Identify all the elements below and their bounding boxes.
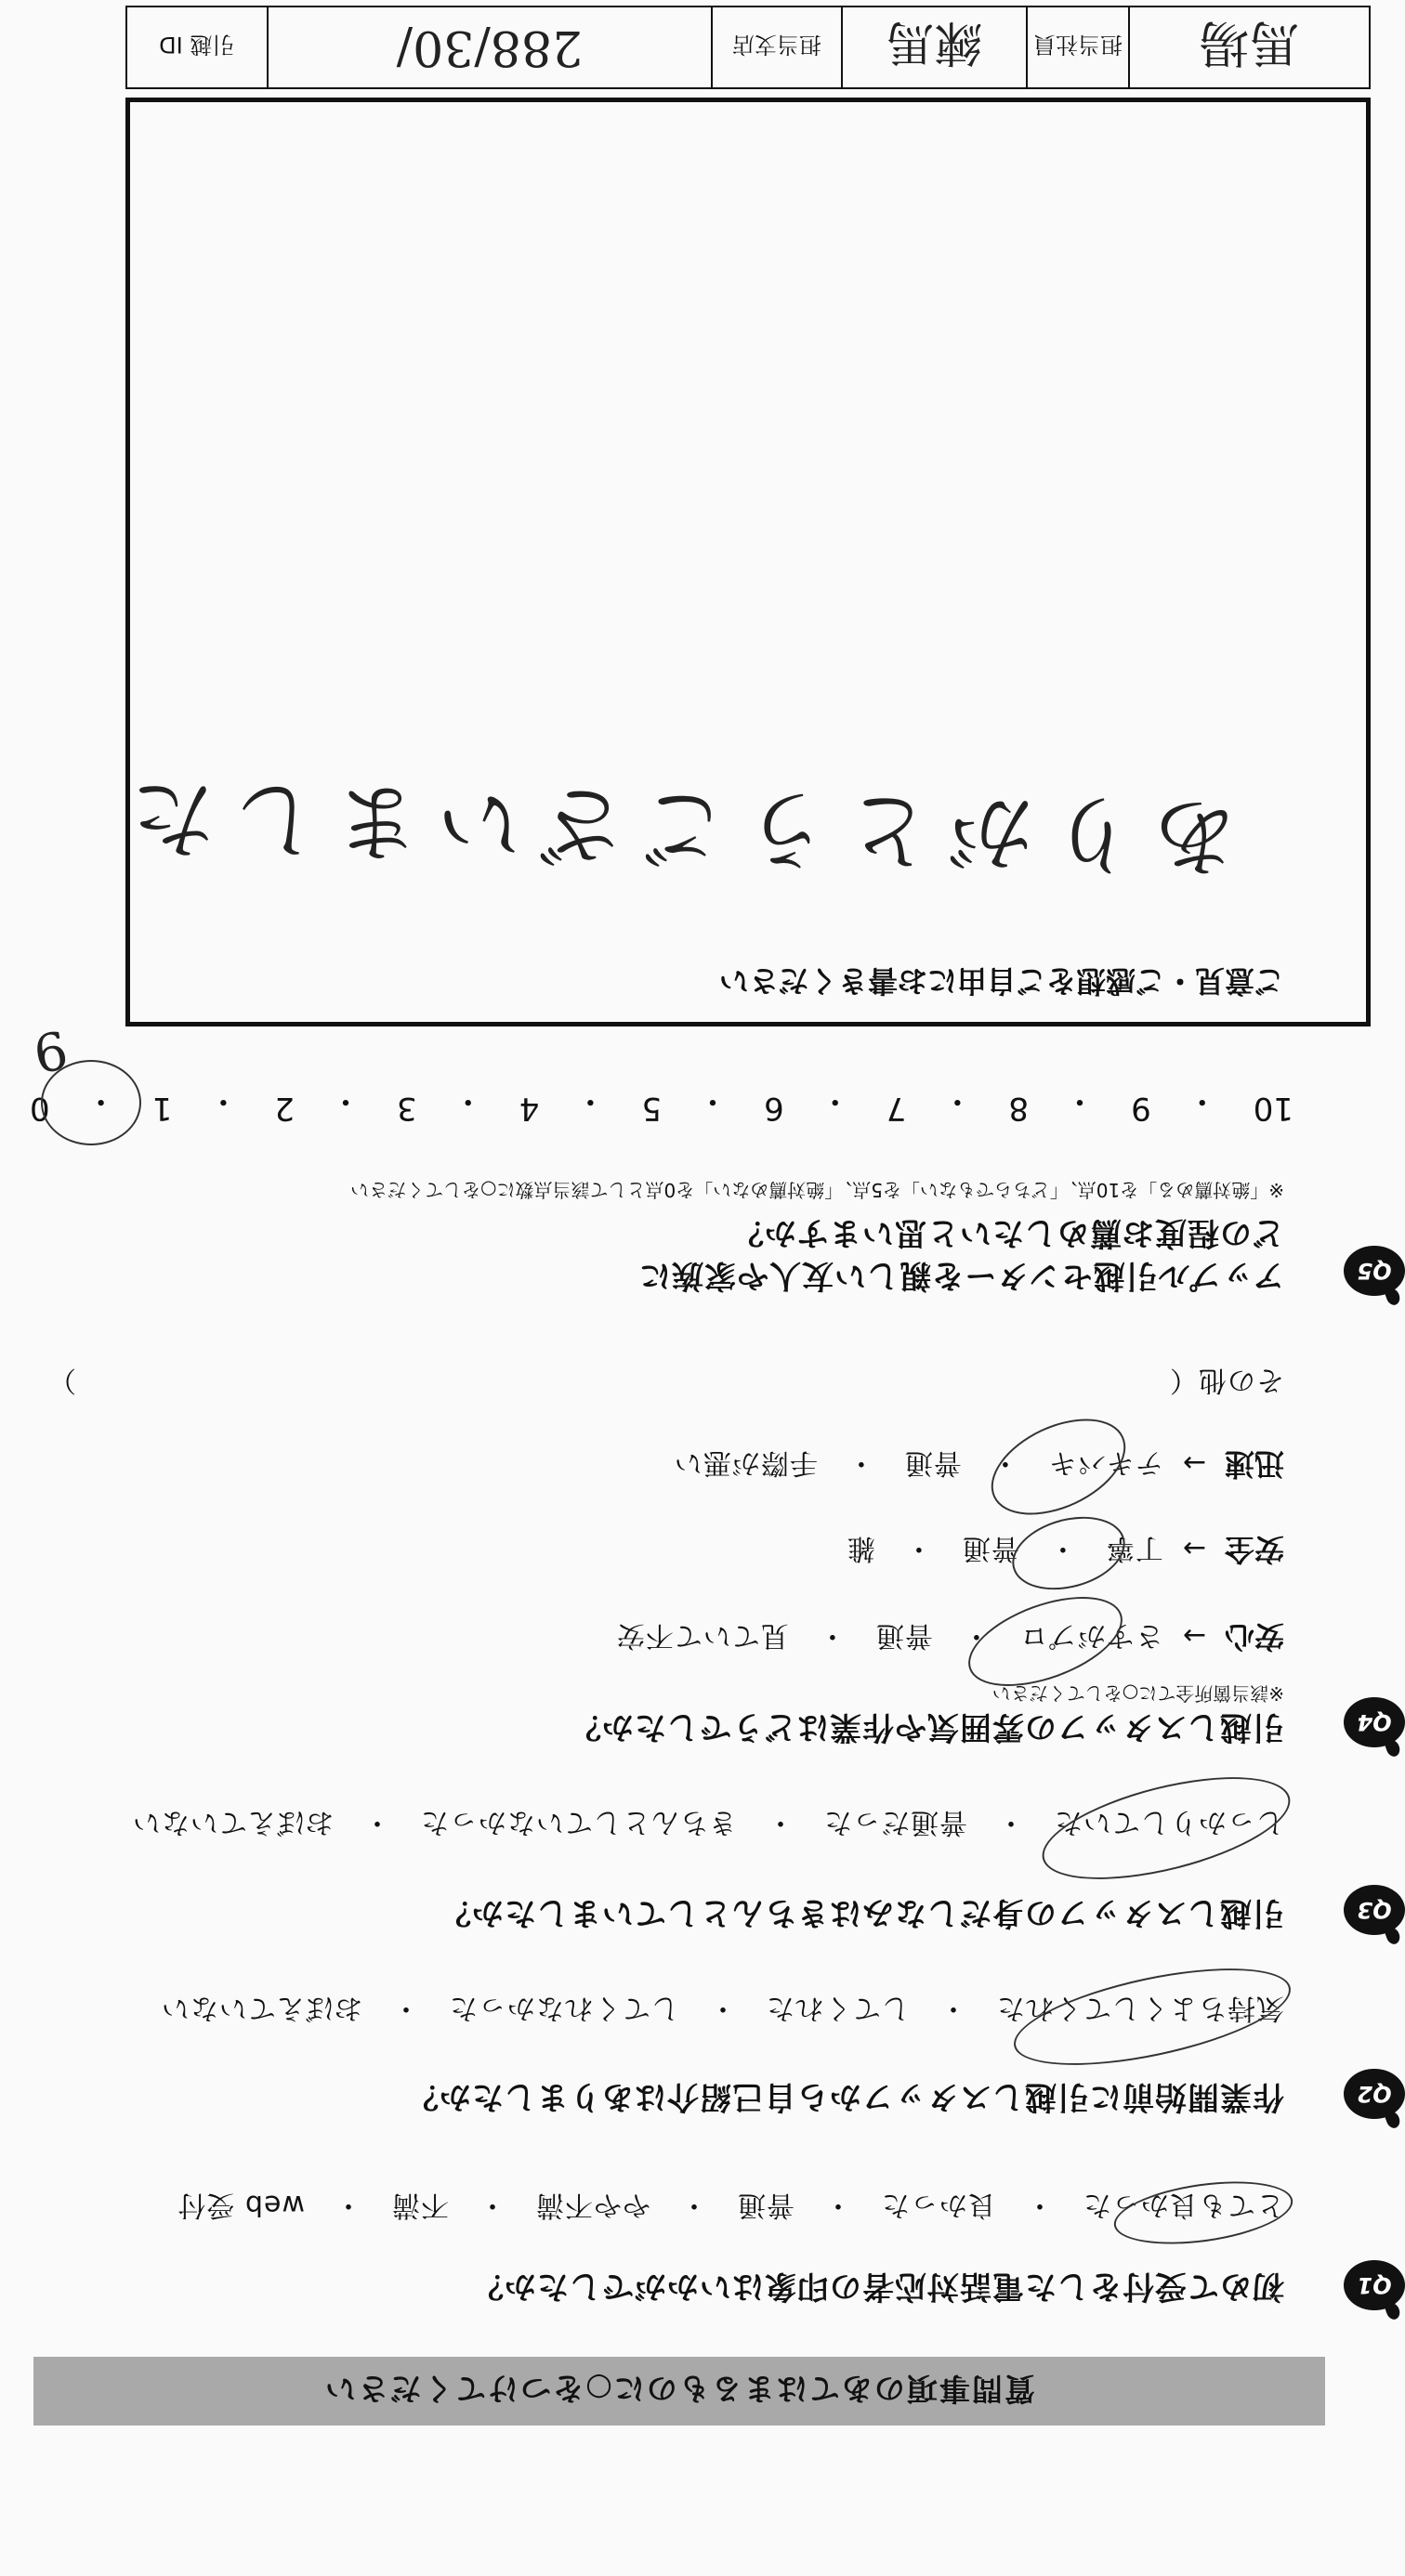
q1-circle-mark xyxy=(1110,2172,1297,2254)
q1-badge: Q1 xyxy=(1344,2260,1405,2310)
id-value: 288/30/ xyxy=(396,20,584,75)
score-sep: ・ xyxy=(697,1082,729,1119)
score-1[interactable]: 1 xyxy=(151,1090,173,1127)
q4-row-label: 安心 xyxy=(1224,1619,1284,1654)
q4-row-arrow: → xyxy=(1181,1446,1206,1479)
q1-question: 初めて受付をした電話対応者の印象はいかがでしたか？ xyxy=(471,2268,1284,2305)
q4-other-label: その他（ xyxy=(1169,1364,1284,1396)
score-4[interactable]: 4 xyxy=(519,1090,540,1127)
score-9[interactable]: 9 xyxy=(1131,1090,1151,1127)
comment-title: ご意見・ご感想をご自由にお書きください xyxy=(718,963,1284,999)
score-sep: ・ xyxy=(941,1082,974,1119)
score-sep: ・ xyxy=(452,1082,484,1119)
staff-value-cell xyxy=(1128,7,1369,87)
q4-note: ※該当箇所全てに○をしてください xyxy=(991,1682,1284,1705)
q4-row-arrow: → xyxy=(1181,1532,1206,1564)
score-sep: ・ xyxy=(85,1082,117,1119)
score-6[interactable]: 6 xyxy=(764,1090,784,1127)
q5-question-line1: アップル引越センターを親しい友人や家族に xyxy=(638,1257,1284,1294)
q5-badge: Q5 xyxy=(1344,1246,1405,1296)
q4-row-jinsoku xyxy=(674,1445,1284,1487)
header-banner: 質問事項のあてはまるものに○をつけてください xyxy=(33,2357,1325,2426)
score-sep: ・ xyxy=(1186,1082,1218,1119)
score-5[interactable]: 5 xyxy=(641,1090,663,1127)
q3-options[interactable]: しっかりしていた ・ 普通だった ・ きちんとしていなかった ・ おぼえていない xyxy=(132,1806,1284,1838)
q4-jinsoku-circle-mark xyxy=(977,1400,1141,1535)
score-sep: ・ xyxy=(819,1082,851,1119)
q3-circle-mark xyxy=(1032,1757,1300,1900)
score-10[interactable]: 10 xyxy=(1253,1090,1293,1127)
score-7[interactable]: 7 xyxy=(886,1090,907,1127)
branch-label: 担当支店 xyxy=(731,32,821,59)
q2-question: 作業開始前に引越しスタッフから自己紹介はありましたか？ xyxy=(406,2078,1284,2115)
q5-score-scale[interactable] xyxy=(30,1081,1293,1127)
q4-row-arrow: → xyxy=(1181,1619,1206,1652)
q4-question: 引越しスタッフの雰囲気や作業はどうでしたか？ xyxy=(569,1708,1284,1746)
staff-label-cell xyxy=(1026,7,1128,87)
score-2[interactable]: 2 xyxy=(274,1090,295,1127)
score-sep: ・ xyxy=(1064,1082,1096,1119)
q3-question: 引越しスタッフの身だしなみはきちんとしていましたか？ xyxy=(439,1894,1284,1931)
staff-value: 馬場 xyxy=(1199,14,1300,73)
q4-row-label: 迅速 xyxy=(1224,1446,1284,1482)
q1-options[interactable]: とても良かった ・ 良かった ・ 普通 ・ やや不満 ・ 不満 ・ web 受付 xyxy=(177,2189,1284,2221)
id-bar xyxy=(125,6,1371,89)
q2-circle-mark xyxy=(1006,1949,1299,2084)
score-sep: ・ xyxy=(574,1082,607,1119)
score-0[interactable]: 0 xyxy=(30,1090,50,1127)
q5-question-line2: どの程度お薦めしたいと思いますか？ xyxy=(731,1214,1284,1251)
q2-badge: Q2 xyxy=(1344,2069,1405,2119)
q4-other-close: ） xyxy=(47,1364,76,1396)
comment-handwritten-text: ありがとうございました xyxy=(112,766,1239,886)
q2-options[interactable]: 気持ちよくしてくれた ・ してくれた ・ してくれなかった ・ おぼえていない xyxy=(161,1992,1284,2024)
id-label-cell xyxy=(127,7,267,87)
q3-badge: Q3 xyxy=(1344,1885,1405,1935)
id-value-cell xyxy=(267,7,712,87)
score-8[interactable]: 8 xyxy=(1008,1090,1030,1127)
q4-anzen-circle-mark xyxy=(1005,1505,1134,1602)
q4-row-options[interactable]: さすがプロ ・ 普通 ・ 見ていて不安 xyxy=(615,1619,1163,1652)
score-sep: ・ xyxy=(207,1082,240,1119)
staff-label: 担当社員 xyxy=(1032,32,1123,59)
q4-row-options[interactable]: 丁寧 ・ 普通 ・ 雑 xyxy=(846,1532,1163,1564)
branch-value: 練馬 xyxy=(886,14,983,71)
score-3[interactable]: 3 xyxy=(397,1090,417,1127)
q5-handwritten-score: 9 xyxy=(28,1017,72,1083)
branch-value-cell xyxy=(841,7,1026,87)
id-label: 引越 ID xyxy=(159,32,235,59)
score-sep: ・ xyxy=(330,1082,362,1119)
q4-badge: Q4 xyxy=(1344,1697,1405,1747)
q4-row-label: 安全 xyxy=(1224,1532,1284,1567)
q4-row-anshin xyxy=(616,1617,1284,1660)
q5-note: ※「絶対薦める」を10点、「どちらでもない」を5点、「絶対薦めない」を0点として該当点数に○をしてください xyxy=(350,1179,1284,1201)
branch-label-cell xyxy=(711,7,841,87)
q4-row-options[interactable]: テキパキ ・ 普通 ・ 手際が悪い xyxy=(673,1446,1163,1479)
